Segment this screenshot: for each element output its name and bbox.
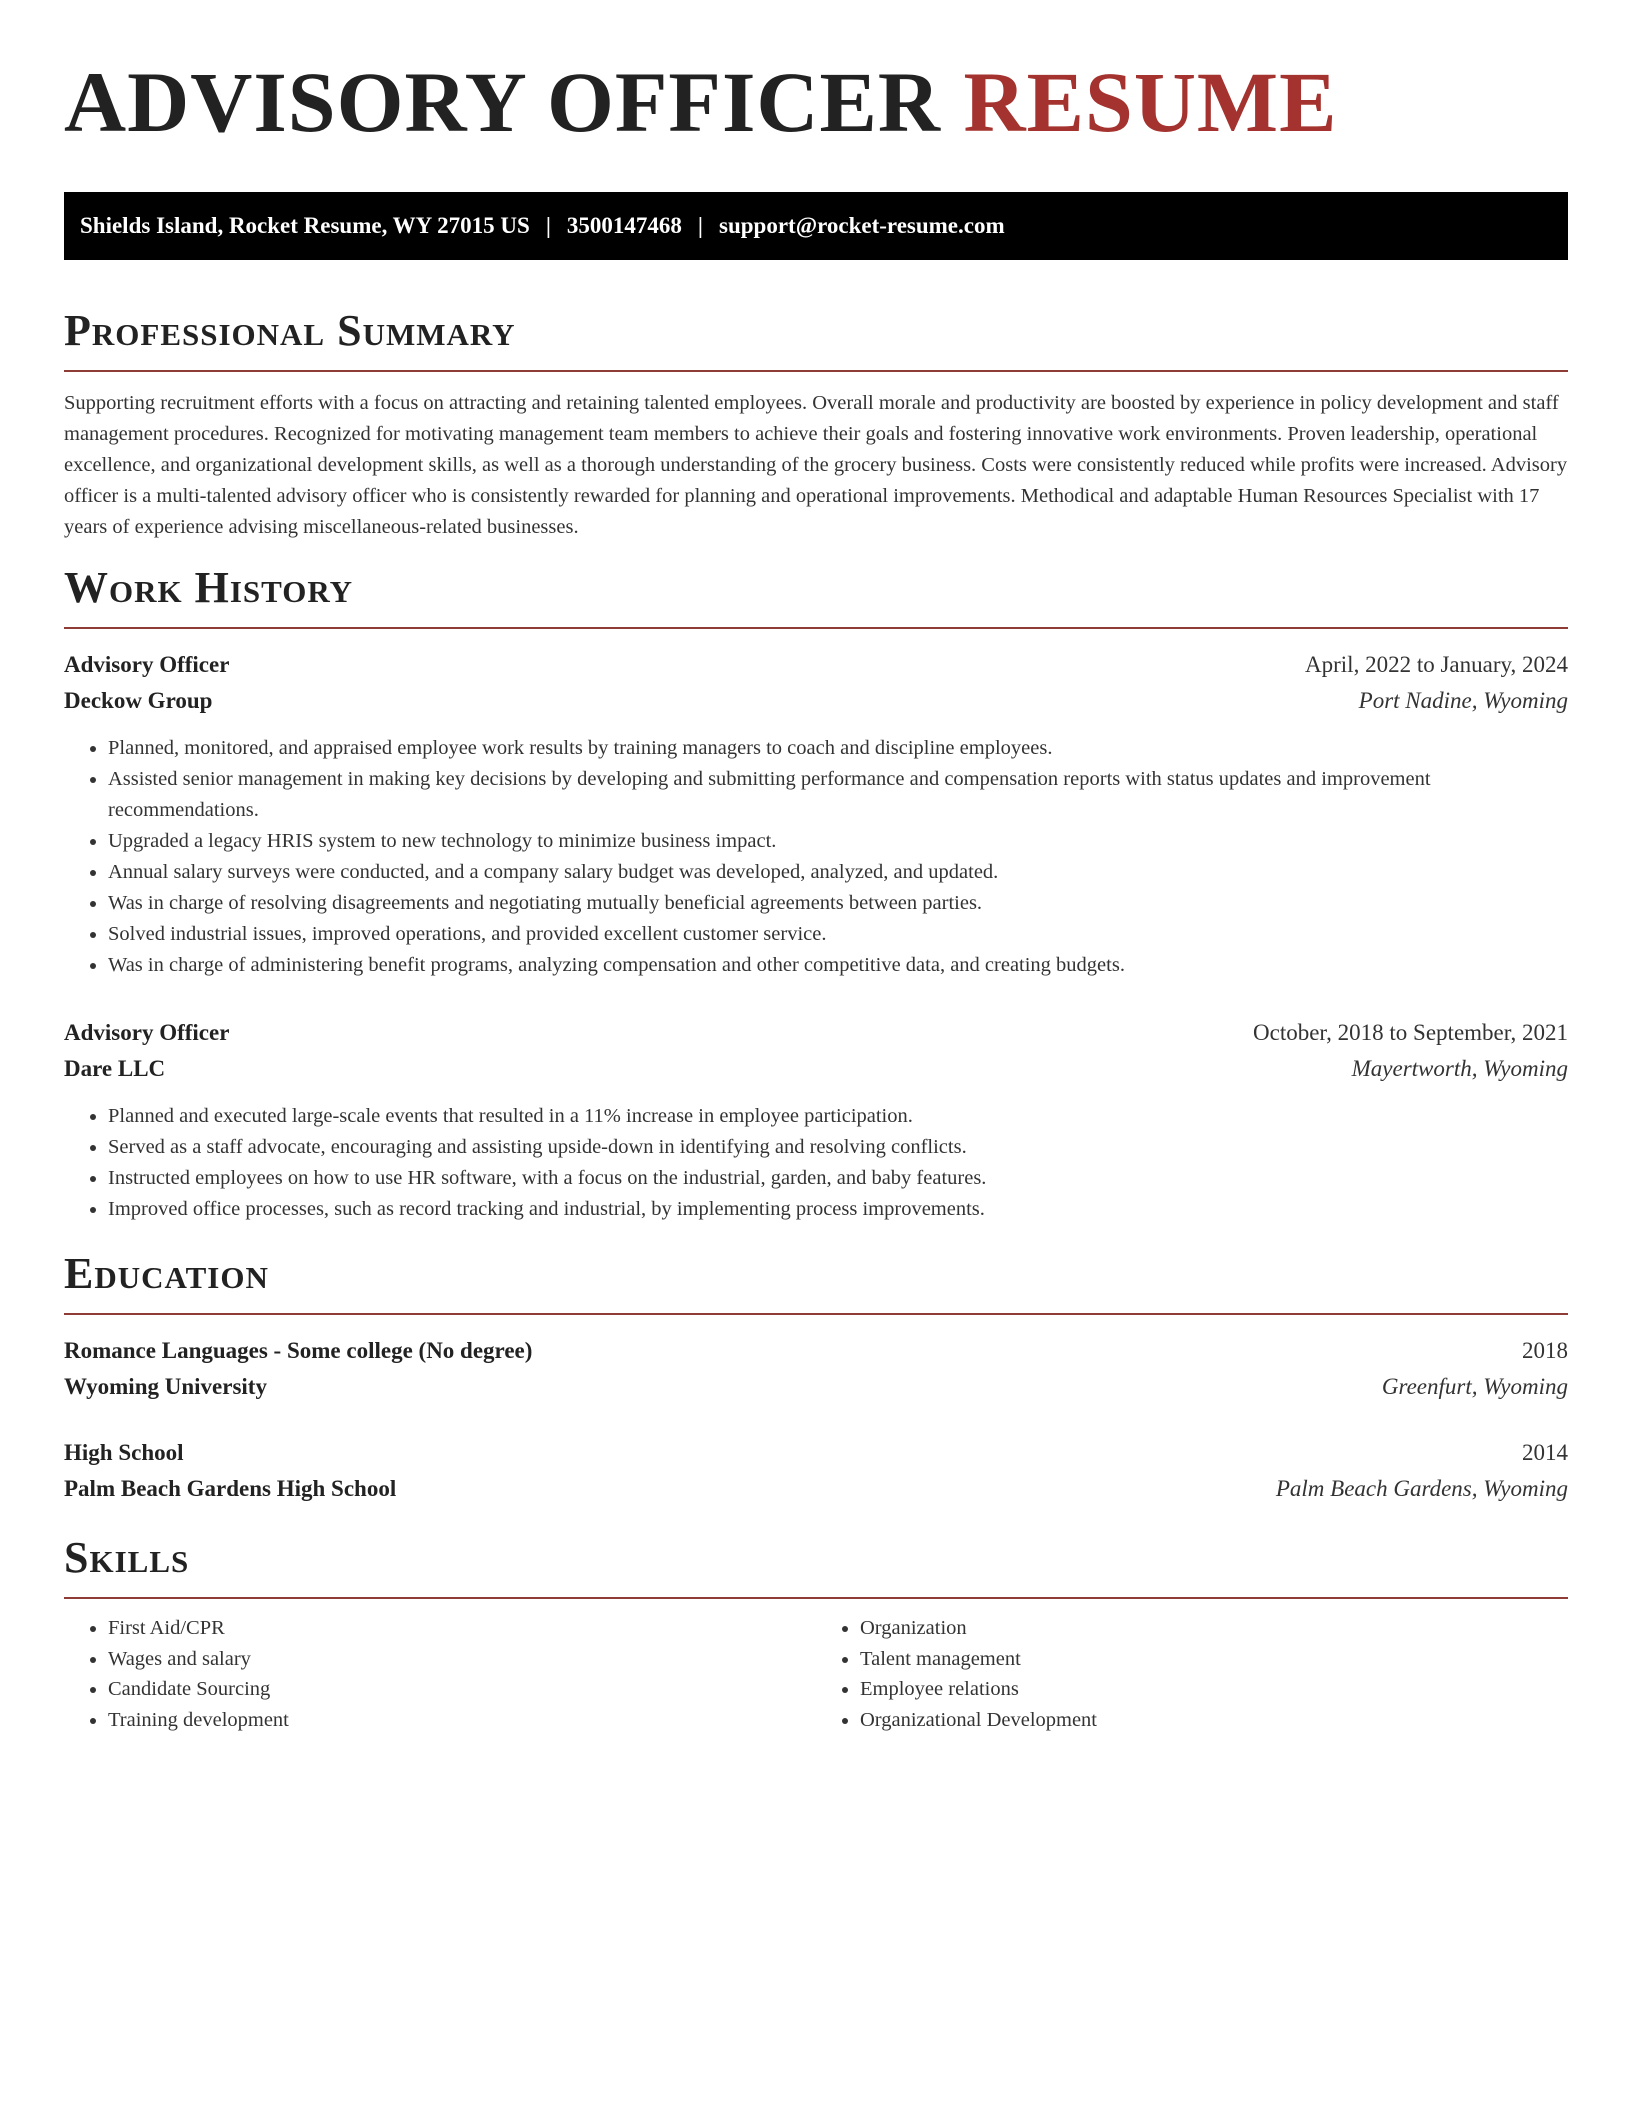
- skills-section: [64, 1533, 1568, 1735]
- job-bullet: • Improved office processes, such as record tracking and industrial, by implementing process improvements.: [108, 1194, 1568, 1225]
- education-entry: [64, 1435, 1568, 1507]
- education-degree-row: [64, 1333, 1568, 1369]
- job-title: Advisory Officer: [64, 1020, 230, 1045]
- section-heading-skills: Skills: [64, 1533, 190, 1582]
- education-year: 2014: [1522, 1440, 1568, 1465]
- skill-item: • Candidate Sourcing: [108, 1674, 816, 1705]
- section-divider: [64, 1597, 1568, 1599]
- job-entry: [64, 647, 1568, 981]
- education-school: Palm Beach Gardens High School: [64, 1476, 397, 1501]
- work-history-section: [64, 563, 1568, 1225]
- job-company: Dare LLC: [64, 1056, 166, 1081]
- job-bullet: • Upgraded a legacy HRIS system to new technology to minimize business impact.: [108, 826, 1568, 857]
- skill-item: • First Aid/CPR: [108, 1613, 816, 1644]
- contact-phone: 3500147468: [566, 213, 682, 238]
- section-divider: [64, 370, 1568, 372]
- contact-separator: |: [697, 213, 703, 238]
- job-bullet: • Planned and executed large-scale events that resulted in a 11% increase in employee participation.: [108, 1101, 1568, 1132]
- section-divider: [64, 627, 1568, 629]
- job-bullet-list: [64, 733, 1568, 981]
- section-divider: [64, 1313, 1568, 1315]
- job-location: Port Nadine, Wyoming: [1358, 688, 1568, 713]
- skills-list-right: [816, 1613, 1568, 1735]
- skills-list-left: [64, 1613, 816, 1735]
- skill-item: • Training development: [108, 1705, 816, 1736]
- job-dates: October, 2018 to September, 2021: [1253, 1020, 1568, 1045]
- job-bullet: • Annual salary surveys were conducted, and a company salary budget was developed, analyzed, and updated.: [108, 857, 1568, 888]
- resume-title: [64, 0, 1568, 152]
- education-location: Palm Beach Gardens, Wyoming: [1275, 1476, 1568, 1501]
- education-school-row: [64, 1471, 1568, 1507]
- title-accent: RESUME: [963, 54, 1338, 150]
- skill-item: • Talent management: [860, 1644, 1568, 1675]
- education-entry: [64, 1333, 1568, 1405]
- education-location: Greenfurt, Wyoming: [1381, 1374, 1568, 1399]
- job-bullet-list: [64, 1101, 1568, 1225]
- job-title-row: [64, 647, 1568, 683]
- section-heading-summary: Professional Summary: [64, 306, 516, 355]
- skills-columns: [64, 1613, 1568, 1735]
- skill-item: • Organization: [860, 1613, 1568, 1644]
- job-company-row: [64, 1051, 1568, 1087]
- job-bullet: • Instructed employees on how to use HR software, with a focus on the industrial, garden, and baby features.: [108, 1163, 1568, 1194]
- contact-separator: |: [545, 213, 551, 238]
- contact-bar: [64, 192, 1568, 260]
- education-degree: High School: [64, 1440, 184, 1465]
- summary-text: Supporting recruitment efforts with a focus on attracting and retaining talented employees. Overall morale and productivity are boosted by experience in policy development and staff management procedures. Recognized for motivating management team members to achieve their goals and fostering innovative work environments. Proven leadership, operational excellence, and organizational development skills, as well as a thorough understanding of the grocery business. Costs were consistently reduced while profits were increased. Advisory officer is a multi-talented advisory officer who is consistently rewarded for planning and operational improvements. Methodical and adaptable Human Resources Specialist with 17 years of experience advising miscellaneous-related businesses.: [64, 392, 1568, 538]
- summary-section: [64, 306, 1568, 543]
- education-section: [64, 1249, 1568, 1507]
- job-bullet: • Was in charge of administering benefit programs, analyzing compensation and other competitive data, and creating budgets.: [108, 950, 1568, 981]
- section-heading-work-history: Work History: [64, 563, 354, 612]
- contact-email: support@rocket-resume.com: [719, 213, 1005, 238]
- education-year: 2018: [1522, 1338, 1568, 1363]
- job-dates: April, 2022 to January, 2024: [1305, 652, 1568, 677]
- skill-item: • Organizational Development: [860, 1705, 1568, 1736]
- education-school: Wyoming University: [64, 1374, 267, 1399]
- title-main: ADVISORY OFFICER: [64, 54, 942, 150]
- job-bullet: • Planned, monitored, and appraised employee work results by training managers to coach and discipline employees.: [108, 733, 1568, 764]
- education-degree-row: [64, 1435, 1568, 1471]
- education-degree: Romance Languages - Some college (No degree): [64, 1338, 533, 1363]
- skill-item: • Employee relations: [860, 1674, 1568, 1705]
- job-company-row: [64, 683, 1568, 719]
- job-entry: [64, 1015, 1568, 1225]
- job-title: Advisory Officer: [64, 652, 230, 677]
- job-bullet: • Solved industrial issues, improved operations, and provided excellent customer service.: [108, 919, 1568, 950]
- section-heading-education: Education: [64, 1249, 269, 1298]
- job-bullet: • Assisted senior management in making key decisions by developing and submitting performance and compensation reports with status updates and improvement recommendations.: [108, 764, 1568, 826]
- job-bullet: • Was in charge of resolving disagreements and negotiating mutually beneficial agreements between parties.: [108, 888, 1568, 919]
- contact-address: Shields Island, Rocket Resume, WY 27015 US: [80, 213, 530, 238]
- job-title-row: [64, 1015, 1568, 1051]
- job-bullet: • Served as a staff advocate, encouraging and assisting upside-down in identifying and resolving conflicts.: [108, 1132, 1568, 1163]
- job-location: Mayertworth, Wyoming: [1351, 1056, 1568, 1081]
- skill-item: • Wages and salary: [108, 1644, 816, 1675]
- job-company: Deckow Group: [64, 688, 213, 713]
- education-school-row: [64, 1369, 1568, 1405]
